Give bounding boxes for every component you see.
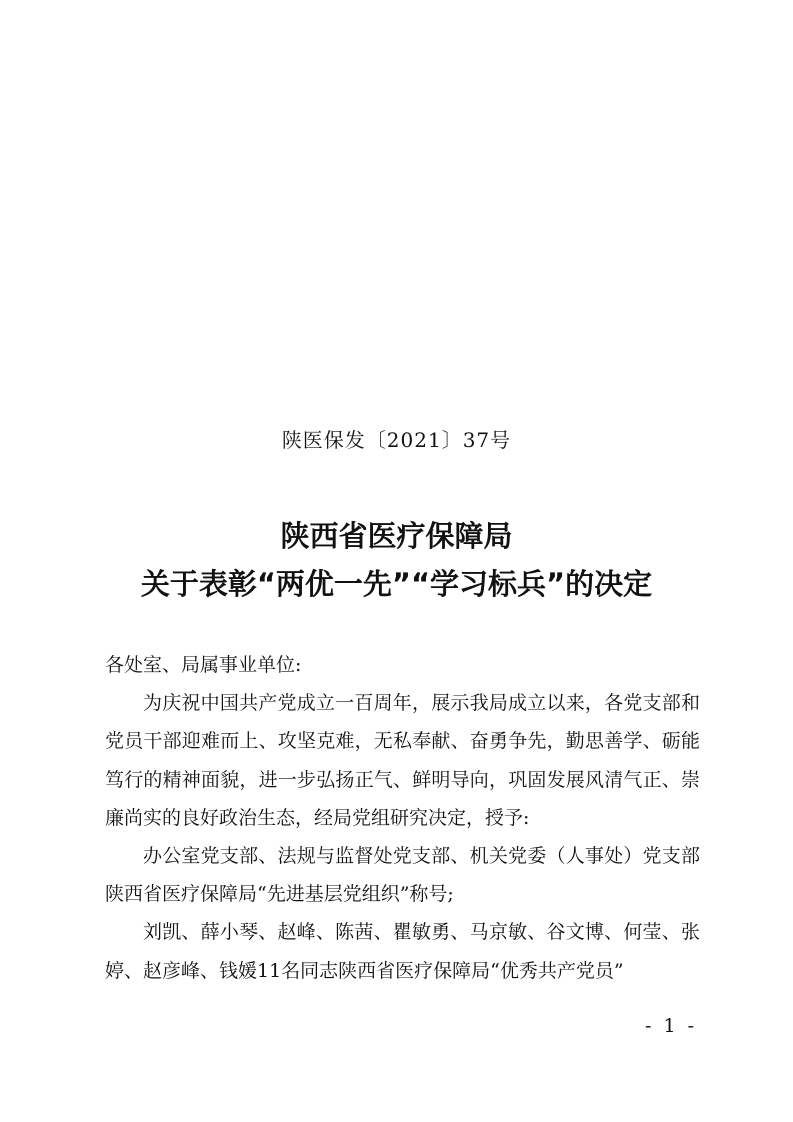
document-number: 陕医保发〔2021〕37号 bbox=[281, 428, 512, 452]
addressee: 各处室、局属事业单位: bbox=[105, 654, 302, 676]
document-title-line-2: 关于表彰“两优一先”“学习标兵”的决定 bbox=[140, 567, 653, 601]
paragraph-advanced-organizations: 办公室党支部、法规与监督处党支部、机关党委（人事处）党支部陕西省医疗保障局“先进基层党组织”称号; bbox=[105, 845, 700, 906]
document-title-line-1: 陕西省医疗保障局 bbox=[280, 519, 513, 553]
paragraph-outstanding-members: 刘凯、薛小琴、赵峰、陈茜、瞿敏勇、马京敏、谷文博、何莹、张婷、赵彦峰、钱媛11名同志陕西省医疗保障局“优秀共产党员” bbox=[105, 921, 700, 982]
paragraph-intro: 为庆祝中国共产党成立一百周年，展示我局成立以来，各党支部和党员干部迎难而上、攻坚克难，无私奉献、奋勇争先，勤思善学、砺能笃行的精神面貌，进一步弘扬正气、鲜明导向，巩固发展风清气正、崇廉尚实的良好政治生态，经局党组研究决定，授予: bbox=[105, 692, 700, 829]
document-body bbox=[105, 646, 700, 990]
page-number: - 1 - bbox=[645, 1015, 698, 1037]
